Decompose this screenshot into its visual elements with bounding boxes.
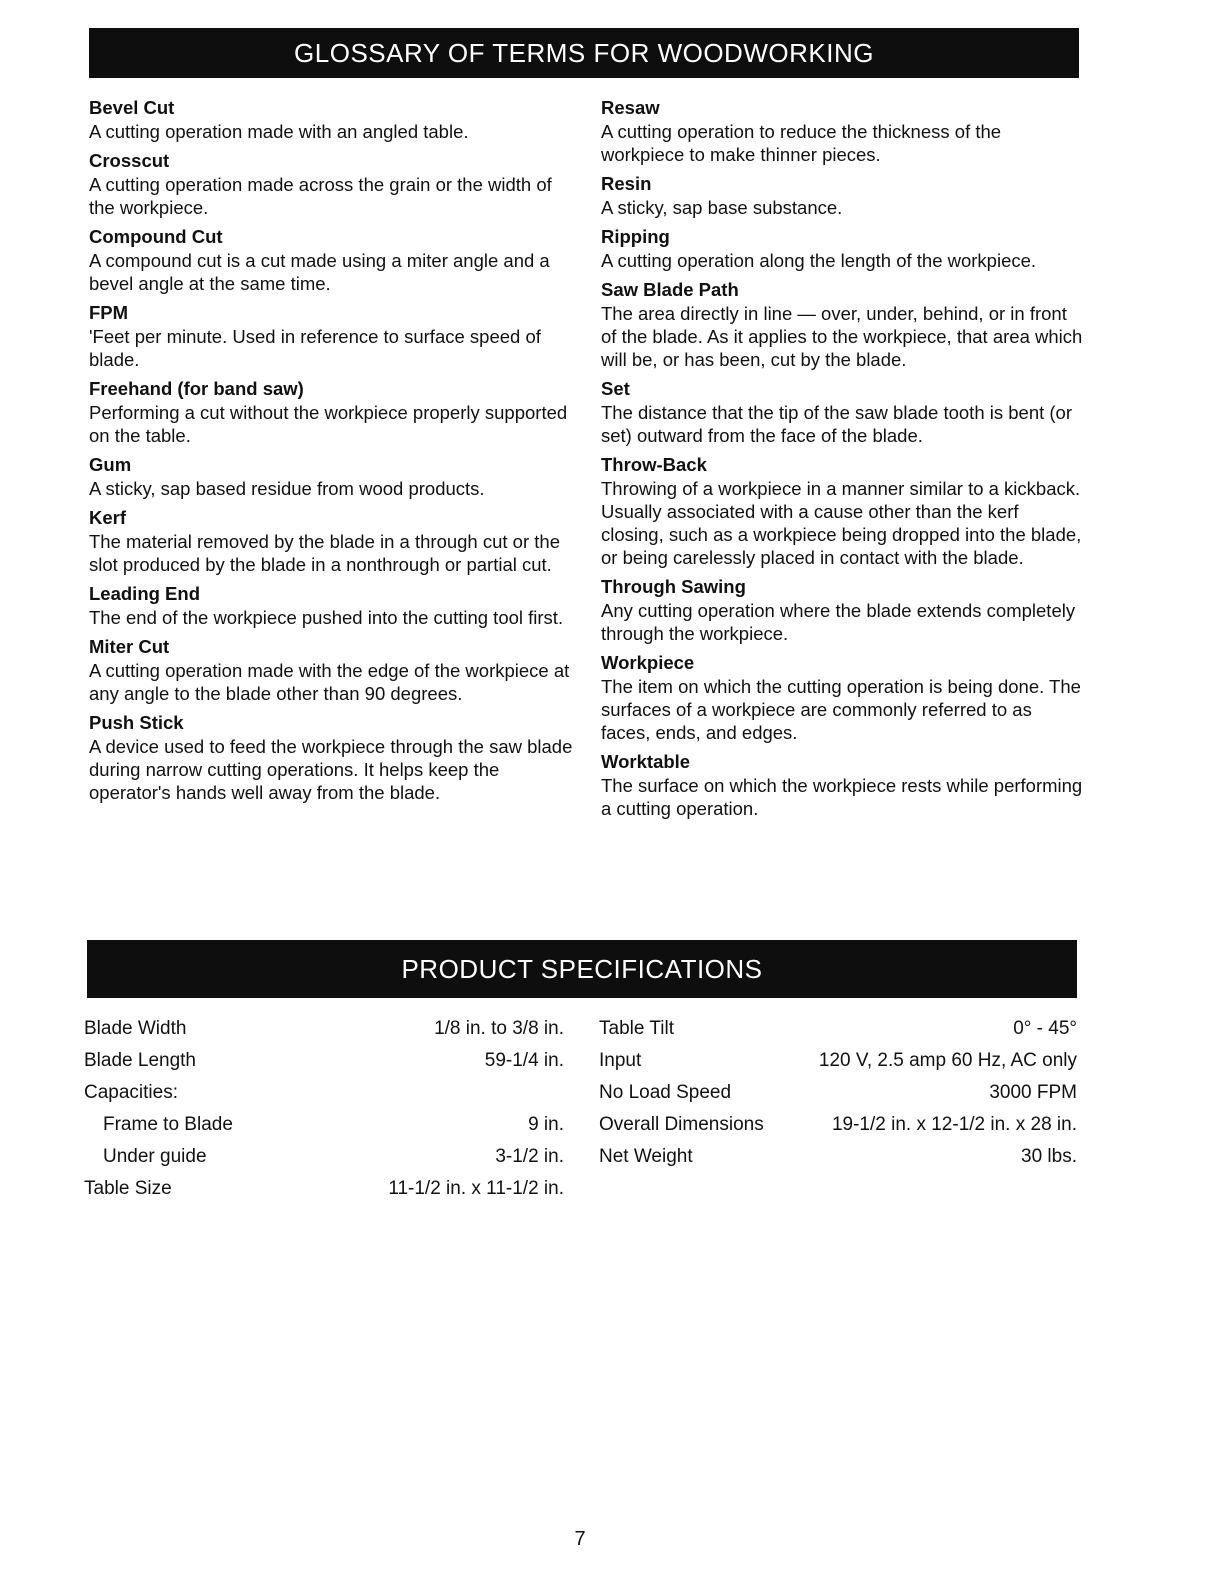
- spec-label: Blade Length: [84, 1050, 196, 1071]
- glossary-term: Compound Cut: [89, 226, 223, 247]
- glossary-entry: [89, 453, 574, 500]
- spec-row: [84, 1111, 564, 1143]
- spec-row: [599, 1047, 1077, 1079]
- glossary-term: Saw Blade Path: [601, 279, 739, 300]
- spec-row: [599, 1079, 1077, 1111]
- glossary-entry: [89, 377, 574, 447]
- spec-label: Capacities:: [84, 1082, 178, 1103]
- glossary-term: Workpiece: [601, 652, 695, 673]
- spec-value: 30 lbs.: [1021, 1146, 1077, 1167]
- glossary-definition: The distance that the tip of the saw blade tooth is bent (or set) outward from the face of the blade.: [601, 402, 1073, 446]
- glossary-entry: [89, 96, 574, 143]
- spec-value: 3-1/2 in.: [495, 1146, 564, 1167]
- spec-label: Input: [599, 1050, 642, 1071]
- glossary-definition: A sticky, sap base substance.: [601, 197, 843, 218]
- glossary-definition: The material removed by the blade in a through cut or the slot produced by the blade in a nonthrough or partial cut.: [89, 531, 560, 575]
- glossary-entry: [89, 582, 574, 629]
- glossary-term: Push Stick: [89, 712, 184, 733]
- glossary-definition: Throwing of a workpiece in a manner similar to a kickback. Usually associated with a cause other than the kerf closing, such as a workpiece being dropped into the blade, or being carelessly placed in contact with the blade.: [601, 478, 1082, 568]
- glossary-definition: The item on which the cutting operation is being done. The surfaces of a workpiece are commonly referred to as faces, ends, and edges.: [601, 676, 1081, 743]
- glossary-definition: Any cutting operation where the blade extends completely through the workpiece.: [601, 600, 1076, 644]
- glossary-definition: 'Feet per minute. Used in reference to surface speed of blade.: [89, 326, 541, 370]
- spec-row: [599, 1111, 1077, 1143]
- glossary-term: FPM: [89, 302, 129, 323]
- glossary-term: Throw-Back: [601, 454, 707, 475]
- glossary-term: Resaw: [601, 97, 660, 118]
- spec-row: [84, 1079, 564, 1111]
- glossary-entry: [601, 96, 1086, 166]
- glossary-definition: A cutting operation made with the edge of the workpiece at any angle to the blade other than 90 degrees.: [89, 660, 570, 704]
- glossary-term: Ripping: [601, 226, 670, 247]
- glossary-definition: A compound cut is a cut made using a miter angle and a bevel angle at the same time.: [89, 250, 550, 294]
- glossary-entry: [601, 750, 1086, 820]
- spec-value: 19-1/2 in. x 12-1/2 in. x 28 in.: [831, 1114, 1077, 1135]
- glossary-term: Gum: [89, 454, 132, 475]
- glossary-definition: A sticky, sap based residue from wood products.: [89, 478, 485, 499]
- glossary-entry: [89, 506, 574, 576]
- glossary-entry: [89, 635, 574, 705]
- glossary-term: Leading End: [89, 583, 200, 604]
- glossary-entry: [601, 651, 1086, 744]
- glossary-term: Set: [601, 378, 630, 399]
- glossary-term: Crosscut: [89, 150, 170, 171]
- glossary-definition: The end of the workpiece pushed into the cutting tool first.: [89, 607, 564, 628]
- specs-left-column: [84, 1015, 564, 1207]
- glossary-term: Bevel Cut: [89, 97, 175, 118]
- glossary-term: Resin: [601, 173, 652, 194]
- glossary-term: Worktable: [601, 751, 691, 772]
- glossary-term: Miter Cut: [89, 636, 170, 657]
- glossary-definition: Performing a cut without the workpiece properly supported on the table.: [89, 402, 568, 446]
- glossary-header: [89, 28, 1079, 78]
- spec-row: [84, 1047, 564, 1079]
- spec-value: 59-1/4 in.: [484, 1050, 564, 1071]
- glossary-definition: The surface on which the workpiece rests while performing a cutting operation.: [601, 775, 1083, 819]
- glossary-definition: A cutting operation along the length of the workpiece.: [601, 250, 1037, 271]
- glossary-entry: [89, 301, 574, 371]
- glossary-definition: The area directly in line — over, under, behind, or in front of the blade. As it applies to the workpiece, that area which will be, or has been, cut by the blade.: [601, 303, 1083, 370]
- spec-row: [599, 1015, 1077, 1047]
- spec-value: 120 V, 2.5 amp 60 Hz, AC only: [818, 1050, 1077, 1071]
- spec-label: Net Weight: [599, 1146, 693, 1167]
- glossary-entry: [89, 711, 574, 804]
- glossary-entry: [601, 453, 1086, 569]
- spec-row: [599, 1143, 1077, 1175]
- glossary-definition: A cutting operation to reduce the thickness of the workpiece to make thinner pieces.: [601, 121, 1002, 165]
- spec-label: Overall Dimensions: [599, 1114, 764, 1135]
- glossary-entry: [601, 278, 1086, 371]
- spec-value: 11-1/2 in. x 11-1/2 in.: [388, 1178, 564, 1199]
- glossary-term: Kerf: [89, 507, 127, 528]
- spec-label: Under guide: [103, 1146, 207, 1167]
- spec-value: 9 in.: [528, 1114, 564, 1135]
- glossary-entry: [601, 172, 1086, 219]
- glossary-definition: A device used to feed the workpiece through the saw blade during narrow cutting operations. It helps keep the operator's hands well away from the blade.: [89, 736, 573, 803]
- glossary-right-column: [601, 96, 1086, 826]
- specs-title: PRODUCT SPECIFICATIONS: [401, 953, 763, 984]
- glossary-entry: [601, 575, 1086, 645]
- specs-header: [87, 940, 1077, 998]
- glossary-definition: A cutting operation made across the grain or the width of the workpiece.: [89, 174, 552, 218]
- spec-label: No Load Speed: [599, 1082, 732, 1103]
- spec-row: [84, 1175, 564, 1207]
- glossary-term: Through Sawing: [601, 576, 746, 597]
- glossary-title: GLOSSARY OF TERMS FOR WOODWORKING: [294, 37, 874, 68]
- spec-label: Blade Width: [84, 1018, 187, 1039]
- glossary-term: Freehand (for band saw): [89, 378, 304, 399]
- glossary-left-column: [89, 96, 574, 810]
- glossary-entry: [89, 149, 574, 219]
- spec-value: 3000 FPM: [989, 1082, 1077, 1103]
- spec-label: Frame to Blade: [103, 1114, 233, 1135]
- glossary-definition: A cutting operation made with an angled table.: [89, 121, 469, 142]
- glossary-entry: [601, 377, 1086, 447]
- spec-label: Table Tilt: [599, 1018, 674, 1039]
- spec-row: [84, 1143, 564, 1175]
- specs-right-column: [599, 1015, 1077, 1175]
- spec-value: 0° - 45°: [1013, 1018, 1077, 1039]
- spec-row: [84, 1015, 564, 1047]
- spec-label: Table Size: [84, 1178, 172, 1199]
- page-number: 7: [574, 1528, 586, 1550]
- glossary-entry: [601, 225, 1086, 272]
- spec-value: 1/8 in. to 3/8 in.: [434, 1018, 564, 1039]
- glossary-entry: [89, 225, 574, 295]
